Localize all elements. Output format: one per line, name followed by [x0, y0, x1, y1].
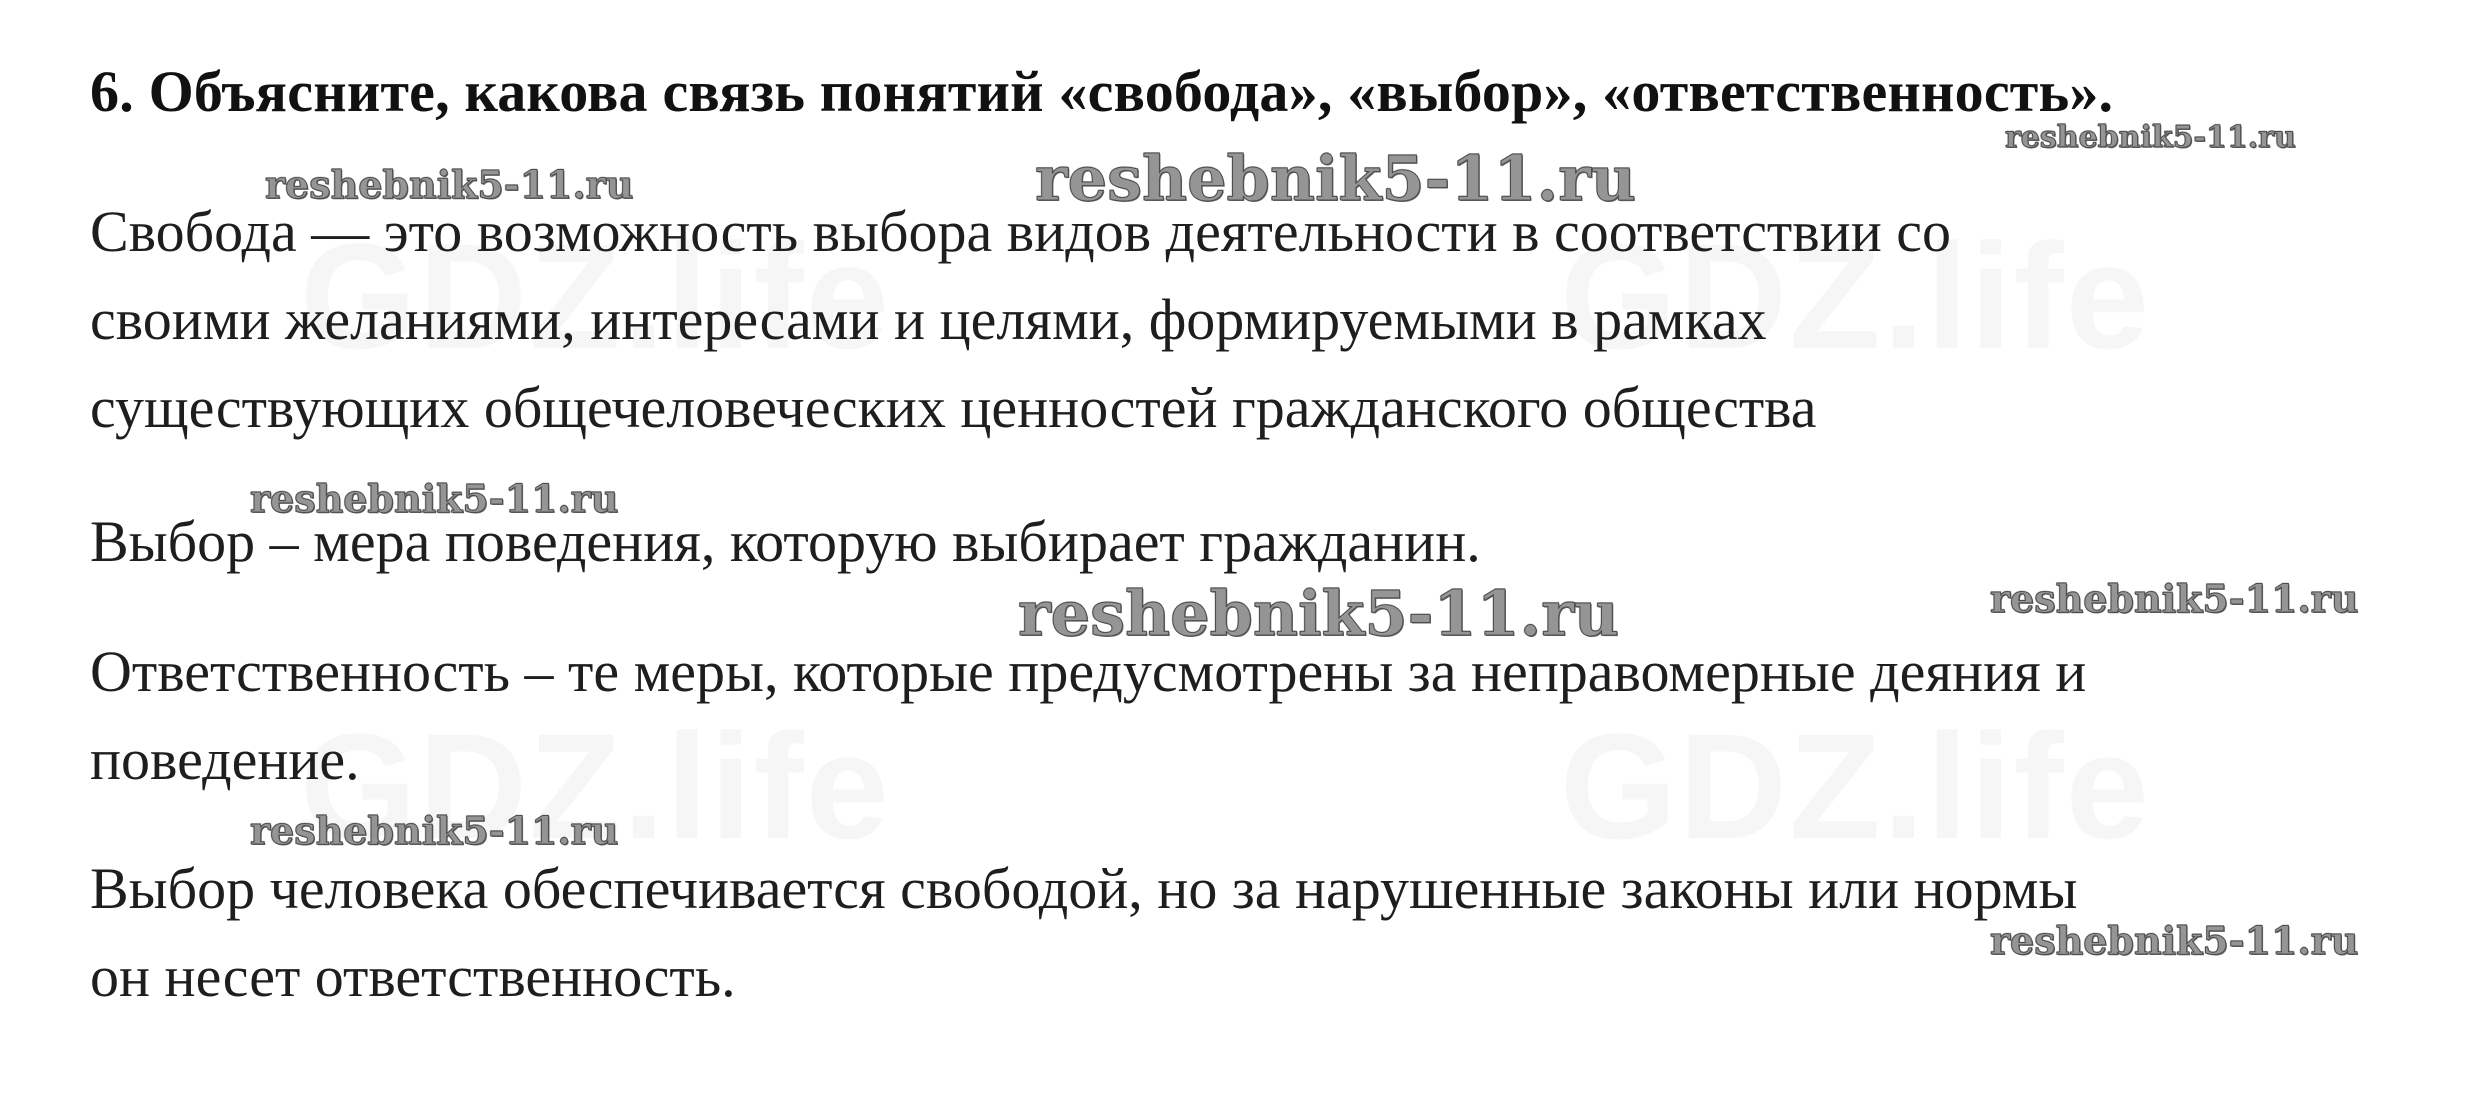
text-line: Свобода — это возможность выбора видов деятельности в соответствии со	[90, 199, 1951, 264]
site-watermark: reshebnik5-11.ru	[1018, 577, 1619, 650]
site-watermark: reshebnik5-11.ru	[1990, 918, 2359, 963]
site-watermark: reshebnik5-11.ru	[250, 476, 619, 521]
site-watermark: reshebnik5-11.ru	[1035, 142, 1636, 215]
answer-paragraph-conclusion	[90, 845, 2077, 1021]
answer-paragraph-freedom	[90, 188, 1951, 452]
text-line: поведение.	[90, 727, 360, 792]
text-line: существующих общечеловеческих ценностей гражданского общества	[90, 375, 1817, 440]
site-watermark: reshebnik5-11.ru	[2005, 120, 2296, 155]
text-line: он несет ответственность.	[90, 944, 736, 1009]
site-watermark: reshebnik5-11.ru	[265, 162, 634, 207]
text-line: своими желаниями, интересами и целями, формируемыми в рамках	[90, 287, 1767, 352]
task-heading: 6. Объясните, какова связь понятий «свобода», «выбор», «ответственность».	[90, 59, 2114, 124]
text-line: Выбор – мера поведения, которую выбирает гражданин.	[90, 509, 1481, 574]
site-watermark: reshebnik5-11.ru	[250, 808, 619, 853]
site-watermark: reshebnik5-11.ru	[1990, 576, 2359, 621]
text-line: Выбор человека обеспечивается свободой, но за нарушенные законы или нормы	[90, 856, 2078, 921]
text-line: Ответственность – те меры, которые предусмотрены за неправомерные деяния и	[90, 639, 2087, 704]
answer-paragraph-responsibility	[90, 628, 2086, 804]
